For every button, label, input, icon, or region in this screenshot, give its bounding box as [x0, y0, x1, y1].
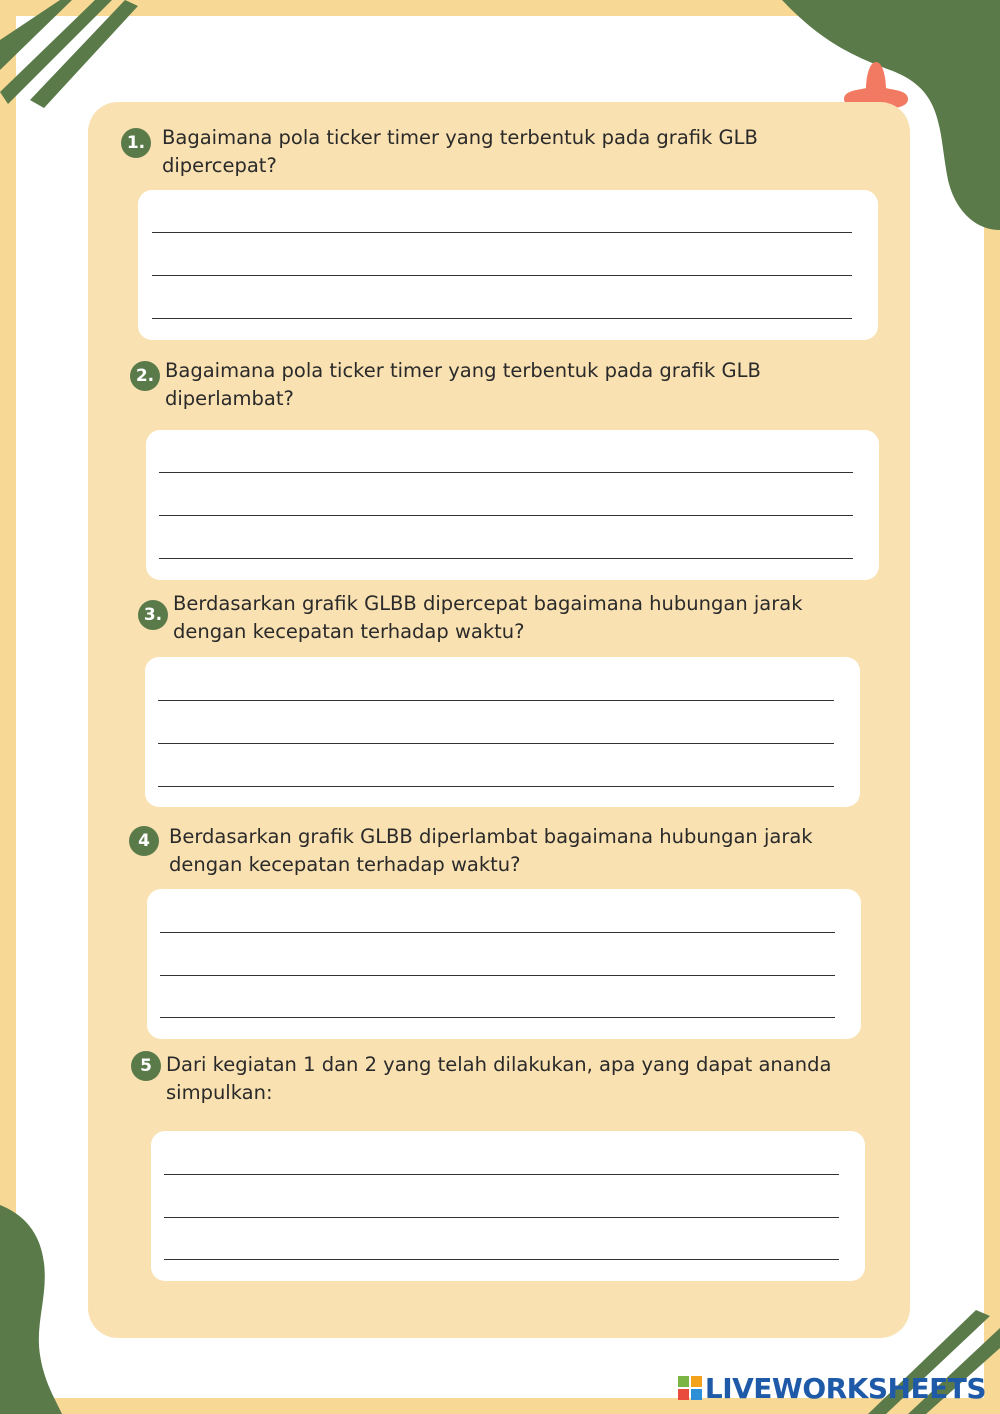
liveworksheets-brand — [678, 1372, 986, 1404]
answer-line — [158, 743, 834, 744]
question-number-badge: 4 — [129, 826, 159, 856]
answer-line — [160, 975, 835, 976]
blob-bottom-left-decoration — [0, 1205, 70, 1414]
leaf-strokes-top-left-decoration — [0, 0, 140, 110]
answer-line — [164, 1174, 839, 1175]
answer-line — [160, 1017, 835, 1018]
answer-line — [159, 472, 853, 473]
answer-line — [164, 1259, 839, 1260]
brand-name: LIVEWORKSHEETS — [704, 1371, 986, 1405]
question-number-badge: 1. — [121, 128, 151, 158]
answer-box[interactable] — [145, 657, 860, 807]
answer-line — [160, 932, 835, 933]
answer-box[interactable] — [146, 430, 879, 580]
question-text: Berdasarkan grafik GLBB diperlambat bagaimana hubungan jarak dengan kecepatan terhadap waktu? — [169, 825, 813, 876]
question-text: Dari kegiatan 1 dan 2 yang telah dilakukan, apa yang dapat ananda simpulkan: — [166, 1053, 832, 1104]
question-number-badge: 2. — [130, 361, 160, 391]
question-number-badge: 5 — [131, 1051, 161, 1081]
answer-line — [159, 558, 853, 559]
answer-box[interactable] — [138, 190, 878, 340]
question-text: Bagaimana pola ticker timer yang terbentuk pada grafik GLB dipercepat? — [162, 126, 758, 177]
liveworksheets-logo-icon — [678, 1376, 702, 1400]
question-text: Berdasarkan grafik GLBB dipercepat bagaimana hubungan jarak dengan kecepatan terhadap waktu? — [173, 592, 803, 643]
answer-line — [158, 786, 834, 787]
answer-box[interactable] — [147, 889, 861, 1039]
answer-box[interactable] — [151, 1131, 865, 1281]
answer-line — [152, 232, 852, 233]
question-text: Bagaimana pola ticker timer yang terbentuk pada grafik GLB diperlambat? — [165, 359, 761, 410]
answer-line — [152, 275, 852, 276]
answer-line — [152, 318, 852, 319]
answer-line — [164, 1217, 839, 1218]
answer-line — [159, 515, 853, 516]
answer-line — [158, 700, 834, 701]
question-number-badge: 3. — [138, 600, 168, 630]
